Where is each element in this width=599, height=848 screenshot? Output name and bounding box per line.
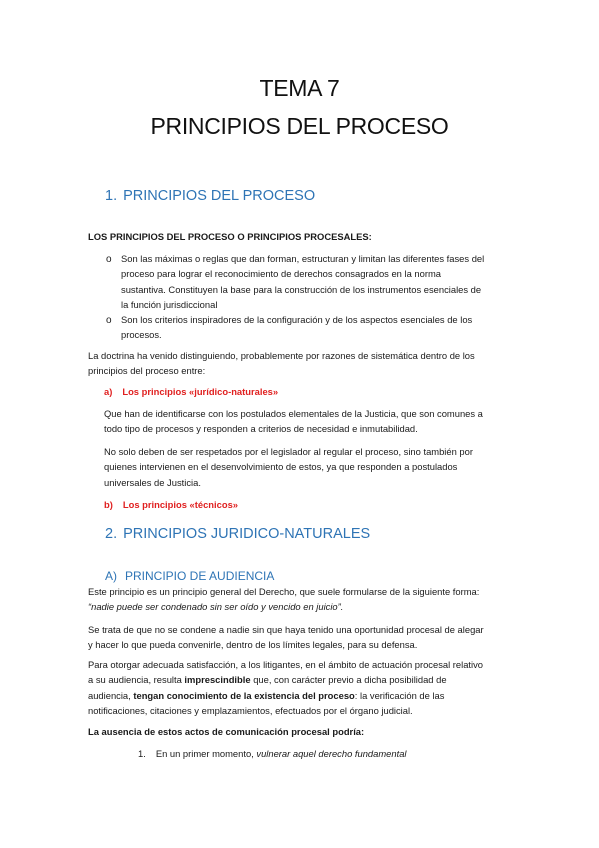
bullet-2-line: Son los criterios inspiradores de la configuración y de los aspectos esenciales de los	[121, 314, 473, 325]
bullet-marker-2: o	[106, 315, 112, 326]
bullet-1-line: proceso para lograr el reconocimiento de derechos consagrados en la norma	[121, 268, 441, 280]
item-b-label: b)	[104, 499, 113, 510]
bullet-item-1	[121, 251, 484, 313]
item-b-text: Los principios «técnicos»	[122, 499, 238, 510]
text-run: que, con carácter previo a dicha posibilidad de	[250, 674, 447, 686]
item-a-heading	[104, 384, 278, 399]
paragraph-line: quienes intervienen en el desenvolvimiento de estos, ya que responden a postulados	[104, 461, 458, 473]
bold-run: tengan conocimiento de la existencia del proceso	[133, 689, 355, 701]
section1-subheading: LOS PRINCIPIOS DEL PROCESO O PRINCIPIOS PROCESALES:	[88, 231, 372, 242]
subsection-label: A)	[105, 569, 117, 583]
quote-line: “nadie puede ser condenado sin ser oído y vencido en juicio”.	[88, 601, 344, 613]
paragraph-line: notificaciones, citaciones y emplazamientos, efectuados por el órgano judicial.	[88, 705, 413, 717]
item-a-label: a)	[104, 386, 113, 397]
section1-number: 1.	[105, 188, 118, 204]
paragraph-line: Para otorgar adecuada satisfacción, a los litigantes, en el ámbito de actuación procesal relativo	[88, 659, 484, 670]
paragraph-line: Se trata de que no se condene a nadie sin que haya tenido una oportunidad procesal de alegar	[88, 624, 484, 635]
section1-heading-text: PRINCIPIOS DEL PROCESO	[123, 188, 316, 204]
section2-heading	[105, 526, 370, 542]
doc-title-line2: PRINCIPIOS DEL PROCESO	[150, 113, 449, 139]
item-a-paragraph-1	[104, 406, 483, 437]
paragraph-line: todo tipo de procesos y responden a criterios de necesidad e inmutabilidad.	[104, 423, 418, 435]
audiencia-paragraph-3	[88, 657, 483, 719]
item-a-text: Los principios «jurídico-naturales»	[122, 386, 279, 397]
bullet-2-line: procesos.	[121, 329, 162, 341]
audiencia-paragraph-2	[88, 622, 484, 653]
subsection-text: PRINCIPIO DE AUDIENCIA	[125, 569, 275, 583]
paragraph-line: y hacer lo que pueda convenirle, dentro de los límites legales, para su defensa.	[88, 639, 418, 651]
subsection-heading	[105, 569, 274, 583]
paragraph-line: Que han de identificarse con los postulados elementales de la Justicia, que son comunes a	[104, 408, 483, 419]
text-run: a su audiencia, resulta	[88, 674, 185, 686]
paragraph-line	[88, 672, 483, 687]
list-number: 1.	[138, 748, 146, 759]
paragraph-line	[88, 688, 483, 703]
paragraph-line: principios del proceso entre:	[88, 365, 206, 377]
paragraph-line: No solo deben de ser respetados por el legislador al regular el proceso, sino también por	[104, 446, 473, 457]
audiencia-paragraph-1	[88, 584, 479, 615]
numbered-list-item	[138, 746, 407, 761]
italic-run: vulnerar aquel derecho fundamental	[256, 748, 407, 759]
audiencia-paragraph-4: La ausencia de estos actos de comunicación procesal podría:	[88, 726, 365, 737]
item-b-heading	[104, 497, 238, 512]
section2-number: 2.	[105, 526, 118, 542]
bullet-1-line: sustantiva. Constituyen la base para la construcción de los instrumentos esenciales de	[121, 283, 482, 295]
paragraph-line: universales de Justicia.	[104, 476, 201, 488]
item-a-paragraph-2	[104, 444, 473, 490]
section2-heading-text: PRINCIPIOS JURIDICO-NATURALES	[123, 526, 371, 542]
bullet-1-line: la función jurisdiccional	[121, 299, 218, 311]
bullet-1-line: Son las máximas o reglas que dan forman, estructuran y limitan las diferentes fases del	[121, 253, 485, 264]
bullet-marker-1: o	[106, 254, 112, 265]
text-run: En un primer momento,	[155, 748, 257, 759]
bold-run: imprescindible	[184, 674, 251, 686]
paragraph-line: Este principio es un principio general del Derecho, que suele formularse de la siguiente forma:	[88, 586, 480, 597]
section1-heading	[105, 188, 315, 204]
text-run: : la verificación de las	[354, 689, 445, 701]
doctrine-intro-paragraph	[88, 348, 475, 379]
text-run: audiencia,	[88, 689, 134, 701]
bullet-item-2	[121, 312, 472, 343]
doc-title-line1: TEMA 7	[259, 75, 340, 101]
paragraph-line: La doctrina ha venido distinguiendo, probablemente por razones de sistemática dentro de los	[88, 350, 475, 361]
